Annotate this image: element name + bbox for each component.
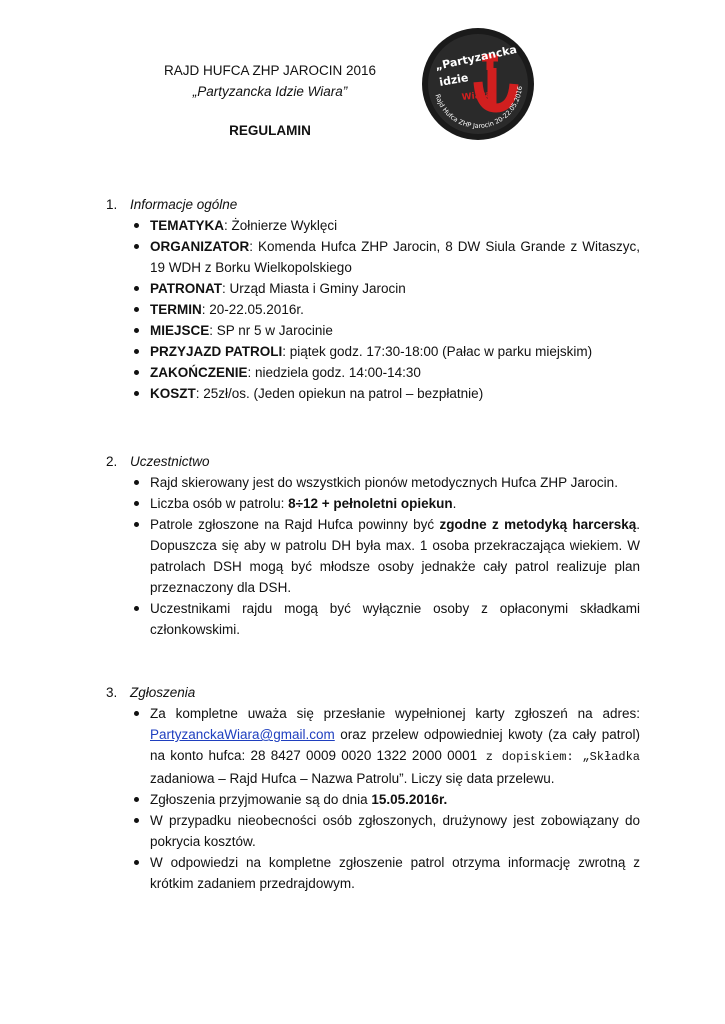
list-item xyxy=(106,299,640,320)
item-label: TEMATYKA xyxy=(150,218,224,233)
list-item xyxy=(106,493,640,514)
item-text: : niedziela godz. 14:00-14:30 xyxy=(247,365,421,380)
item-text: Rajd skierowany jest do wszystkich pionów metodycznych Hufca ZHP Jarocin. xyxy=(150,475,618,490)
item-text: Liczba osób w patrolu: xyxy=(150,496,289,511)
item-text: W przypadku nieobecności osób zgłoszonych, drużynowy jest zobowiązany do pokrycia kosztów. xyxy=(150,813,640,849)
list-item xyxy=(106,514,640,598)
section-number: 3. xyxy=(106,685,118,700)
section-title: Zgłoszenia xyxy=(130,685,196,700)
item-text: zadaniowa – Rajd Hufca – Nazwa Patrolu”. Liczy się data przelewu. xyxy=(150,771,555,786)
transfer-note: z dopiskiem: „Składka xyxy=(477,750,640,764)
logo-text-line1: „Partyzancka xyxy=(433,42,518,73)
general-info-list xyxy=(106,215,640,404)
section-heading xyxy=(106,451,640,472)
registration-deadline: 15.05.2016r. xyxy=(371,792,448,807)
document-header xyxy=(150,60,390,141)
section-title: Uczestnictwo xyxy=(130,454,210,469)
list-item xyxy=(106,789,640,810)
rally-logo xyxy=(422,28,534,140)
item-text: : 20-22.05.2016r. xyxy=(201,302,304,317)
item-label: ZAKOŃCZENIE xyxy=(150,365,248,380)
logo-ring-text: Rajd Hufca ZHP Jarocin 20-22.05.2016 xyxy=(433,85,524,131)
item-text: Uczestnikami rajdu mogą być wyłącznie osoby z opłaconymi składkami członkowskimi. xyxy=(150,601,640,637)
document-title: RAJD HUFCA ZHP JAROCIN 2016 xyxy=(163,63,377,78)
list-item xyxy=(106,341,640,362)
item-text: : SP nr 5 w Jarocinie xyxy=(209,323,333,338)
item-text: Patrole zgłoszone na Rajd Hufca powinny być xyxy=(150,517,440,532)
section-general-info xyxy=(106,194,640,404)
list-item xyxy=(106,383,640,404)
item-text: : piątek godz. 17:30-18:00 (Pałac w parku miejskim) xyxy=(282,344,593,359)
section-number: 2. xyxy=(106,454,118,469)
list-item xyxy=(106,278,640,299)
logo-text-line3: Wiara” xyxy=(461,89,498,103)
item-label: KOSZT xyxy=(150,386,196,401)
list-item xyxy=(106,598,640,640)
item-text: : 25zł/os. (Jeden opiekun na patrol – bezpłatnie) xyxy=(195,386,484,401)
section-registration xyxy=(106,682,640,894)
list-item xyxy=(106,320,640,341)
list-item xyxy=(106,215,640,236)
item-text: W odpowiedzi na kompletne zgłoszenie patrol otrzyma informację zwrotną z krótkim zadaniem przedrajdowym. xyxy=(150,855,640,891)
item-text: oraz przelew odpowiedniej kwoty (za cały patrol) na konto hufca: xyxy=(150,727,640,763)
item-label: PRZYJAZD PATROLI xyxy=(150,344,283,359)
item-text: . xyxy=(452,496,457,511)
item-label: MIEJSCE xyxy=(150,323,210,338)
list-item xyxy=(106,810,640,852)
section-number: 1. xyxy=(106,197,118,212)
bank-account-number: 28 8427 0009 0020 1322 2000 0001 xyxy=(250,748,478,763)
item-text: Za kompletne uważa się przesłanie wypełnionej karty zgłoszeń na adres: xyxy=(150,706,640,721)
logo-text-line2: idzie xyxy=(438,71,470,89)
item-label: PATRONAT xyxy=(150,281,222,296)
methodology-requirement: zgodne z metodyką harcerską xyxy=(439,517,637,532)
document-type-heading: REGULAMIN xyxy=(229,123,311,138)
item-label: ORGANIZATOR xyxy=(150,239,250,254)
list-item xyxy=(106,703,640,789)
list-item xyxy=(106,852,640,894)
item-text: : Urząd Miasta i Gminy Jarocin xyxy=(222,281,406,296)
registration-list xyxy=(106,703,640,894)
item-text: . Dopuszcza się aby w patrolu DH była max. 1 osoba przekraczająca wiekiem. W patrolach DSH mogą być młodsze osoby jednakże cały patrol realizuje plan przeznaczony dla DSH. xyxy=(150,517,640,595)
document-subtitle: „Partyzancka Idzie Wiara” xyxy=(192,84,348,99)
list-item xyxy=(106,236,640,278)
list-item xyxy=(106,362,640,383)
section-title: Informacje ogólne xyxy=(130,197,238,212)
participation-list xyxy=(106,472,640,640)
item-text: Zgłoszenia przyjmowanie są do dnia xyxy=(150,792,372,807)
list-item xyxy=(106,472,640,493)
section-participation xyxy=(106,451,640,640)
email-link[interactable]: PartyzanckaWiara@gmail.com xyxy=(150,727,335,742)
patrol-size: 8÷12 + pełnoletni opiekun xyxy=(288,496,453,511)
item-text: : Komenda Hufca ZHP Jarocin, 8 DW Siula Grande z Witaszyc, 19 WDH z Borku Wielkopolskiego xyxy=(150,239,640,275)
section-heading xyxy=(106,682,640,703)
item-label: TERMIN xyxy=(150,302,202,317)
section-heading xyxy=(106,194,640,215)
item-text: : Żołnierze Wyklęci xyxy=(224,218,338,233)
